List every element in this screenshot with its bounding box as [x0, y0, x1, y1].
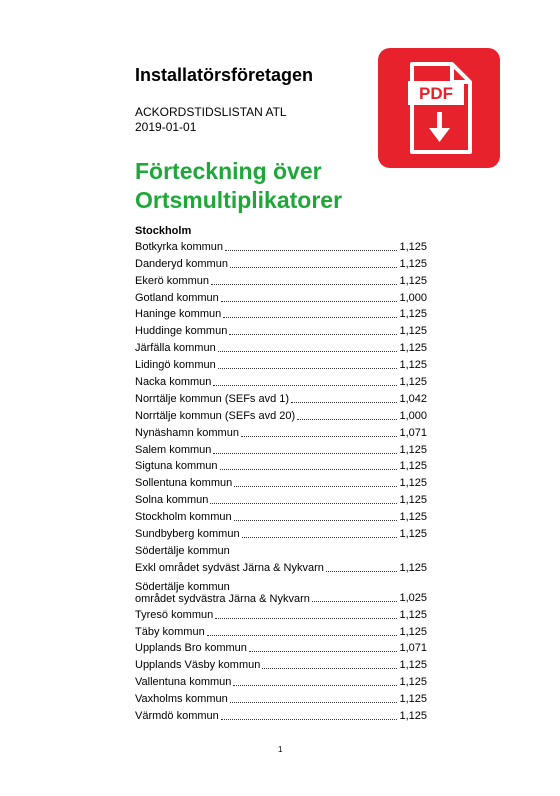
list-item — [135, 490, 427, 507]
multiplier-value: 1,125 — [399, 257, 427, 270]
municipality-name: Norrtälje kommun (SEFs avd 20) — [135, 409, 296, 422]
title-line-1: Förteckning över — [135, 158, 322, 184]
multiplier-value: 1,125 — [399, 561, 427, 574]
dot-leader — [312, 601, 397, 602]
title-line-2: Ortsmultiplikatorer — [135, 187, 343, 213]
list-item — [135, 406, 427, 423]
dot-leader — [326, 571, 397, 572]
list-item — [135, 672, 427, 689]
list-item — [135, 321, 427, 338]
pdf-file-icon — [378, 48, 500, 168]
multiplier-value: 1,125 — [399, 443, 427, 456]
region-name: Stockholm — [135, 225, 192, 237]
multiplier-value: 1,125 — [399, 460, 427, 473]
multiplier-value: 1,071 — [399, 426, 427, 439]
multiplier-value: 1,125 — [399, 528, 427, 541]
multiplier-value: 1,125 — [399, 511, 427, 524]
dot-leader — [297, 419, 397, 420]
multiplier-value: 1,125 — [399, 494, 427, 507]
municipality-name-line-2: området sydvästra Järna & Nykvarn — [135, 592, 310, 605]
dot-leader — [218, 368, 397, 369]
dot-leader — [242, 537, 397, 538]
municipality-name: Stockholm kommun — [135, 511, 232, 524]
list-item — [135, 558, 427, 575]
municipality-name: Upplands Väsby kommun — [135, 659, 261, 672]
region-stockholm — [135, 226, 427, 723]
multiplier-list — [135, 237, 427, 723]
municipality-name: Täby kommun — [135, 625, 205, 638]
multiplier-value: 1,125 — [399, 710, 427, 723]
dot-leader — [249, 651, 397, 652]
municipality-name: Sollentuna kommun — [135, 477, 233, 490]
dot-leader — [234, 520, 397, 521]
list-item — [135, 541, 427, 558]
dot-leader — [210, 503, 397, 504]
multiplier-value: 1,071 — [399, 642, 427, 655]
list-item — [135, 372, 427, 389]
document-meta — [135, 105, 287, 135]
multiplier-value: 1,000 — [399, 409, 427, 422]
dot-leader — [230, 702, 397, 703]
list-item — [135, 389, 427, 406]
page-number: 1 — [278, 745, 283, 754]
list-item — [135, 689, 427, 706]
multiplier-value: 1,125 — [399, 625, 427, 638]
dot-leader — [215, 618, 397, 619]
list-item — [135, 288, 427, 305]
municipality-name: Nynäshamn kommun — [135, 426, 239, 439]
municipality-name: Ekerö kommun — [135, 274, 209, 287]
dot-leader — [291, 402, 397, 403]
multiplier-value: 1,125 — [399, 608, 427, 621]
multiplier-value: 1,025 — [399, 591, 427, 604]
municipality-name: Tyresö kommun — [135, 608, 214, 621]
multiplier-value: 1,125 — [399, 376, 427, 389]
municipality-name: Huddinge kommun — [135, 325, 228, 338]
dot-leader — [220, 469, 397, 470]
list-item — [135, 575, 427, 605]
dot-leader — [207, 635, 397, 636]
municipality-name: Norrtälje kommun (SEFs avd 1) — [135, 392, 290, 405]
list-item — [135, 237, 427, 254]
list-item — [135, 305, 427, 322]
list-item — [135, 507, 427, 524]
pdf-download-icon[interactable] — [378, 48, 500, 168]
municipality-name: Danderyd kommun — [135, 257, 228, 270]
municipality-name: Värmdö kommun — [135, 710, 219, 723]
document-name: ACKORDSTIDSLISTAN ATL — [135, 105, 287, 119]
dot-leader — [262, 668, 397, 669]
multiplier-value: 1,125 — [399, 659, 427, 672]
page-title — [135, 157, 342, 215]
list-item — [135, 524, 427, 541]
municipality-name: Exkl området sydväst Järna & Nykvarn — [135, 561, 324, 574]
list-item — [135, 639, 427, 656]
dot-leader — [230, 267, 397, 268]
multiplier-value: 1,125 — [399, 240, 427, 253]
dot-leader — [234, 486, 397, 487]
municipality-name: Sigtuna kommun — [135, 460, 218, 473]
municipality-name: Södertälje kommun — [135, 544, 230, 557]
dot-leader — [223, 317, 397, 318]
multiplier-value: 1,125 — [399, 342, 427, 355]
municipality-name: Upplands Bro kommun — [135, 642, 247, 655]
dot-leader — [211, 284, 397, 285]
dot-leader — [221, 301, 397, 302]
list-item — [135, 440, 427, 457]
dot-leader — [213, 453, 397, 454]
multiplier-value: 1,042 — [399, 392, 427, 405]
municipality-name: Haninge kommun — [135, 308, 222, 321]
dot-leader — [225, 250, 397, 251]
municipality-name: Solna kommun — [135, 494, 209, 507]
municipality-name-line-1: Södertälje kommun — [135, 580, 230, 593]
municipality-name: Vallentuna kommun — [135, 676, 232, 689]
multiplier-value: 1,125 — [399, 274, 427, 287]
list-item — [135, 457, 427, 474]
multiplier-value: 1,125 — [399, 693, 427, 706]
list-item — [135, 655, 427, 672]
list-item — [135, 622, 427, 639]
list-item — [135, 271, 427, 288]
multiplier-value: 1,125 — [399, 325, 427, 338]
multiplier-value: 1,125 — [399, 359, 427, 372]
dot-leader — [241, 436, 397, 437]
organization-name: Installatörsföretagen — [135, 65, 314, 85]
dot-leader — [233, 685, 397, 686]
municipality-name: Nacka kommun — [135, 376, 212, 389]
municipality-name: Vaxholms kommun — [135, 693, 228, 706]
municipality-name: Gotland kommun — [135, 291, 219, 304]
list-item — [135, 473, 427, 490]
list-item — [135, 254, 427, 271]
list-item — [135, 706, 427, 723]
list-item — [135, 338, 427, 355]
municipality-name: Botkyrka kommun — [135, 240, 224, 253]
dot-leader — [229, 334, 397, 335]
document-date: 2019-01-01 — [135, 120, 197, 134]
municipality-name — [135, 581, 310, 605]
multiplier-value: 1,125 — [399, 477, 427, 490]
dot-leader — [218, 351, 397, 352]
dot-leader — [221, 719, 397, 720]
municipality-name: Lidingö kommun — [135, 359, 216, 372]
list-item — [135, 423, 427, 440]
dot-leader — [213, 385, 397, 386]
pdf-label: PDF — [419, 84, 453, 103]
municipality-name: Järfälla kommun — [135, 342, 216, 355]
municipality-name: Salem kommun — [135, 443, 212, 456]
multiplier-value: 1,000 — [399, 291, 427, 304]
multiplier-value: 1,125 — [399, 676, 427, 689]
municipality-name: Sundbyberg kommun — [135, 528, 240, 541]
list-item — [135, 355, 427, 372]
list-item — [135, 605, 427, 622]
multiplier-value: 1,125 — [399, 308, 427, 321]
